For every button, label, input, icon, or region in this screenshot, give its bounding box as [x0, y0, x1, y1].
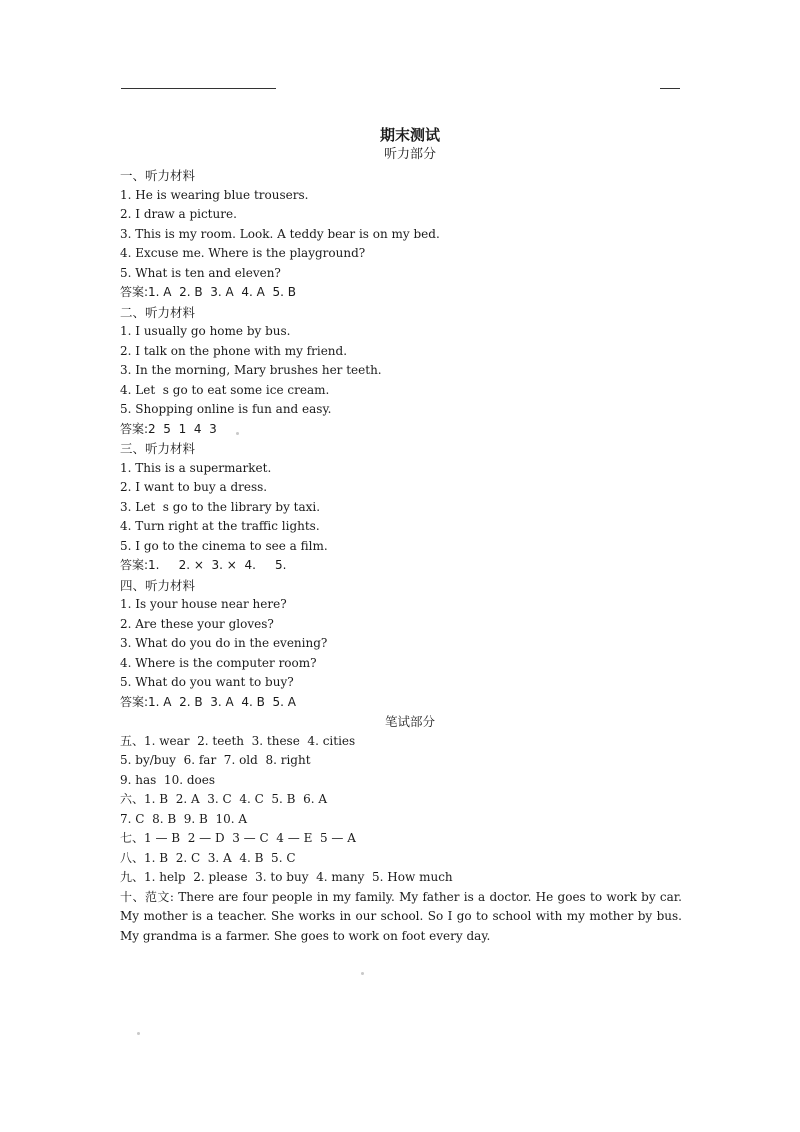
answer-line: 答案:1. 2. × 3. × 4. 5.	[120, 558, 287, 572]
written-answer-line: 八、1. B 2. C 3. A 4. B 5. C	[120, 850, 296, 865]
listening-part-heading: 听力部分	[383, 147, 436, 162]
answer-sheet	[120, 124, 690, 946]
listening-line: 4. Turn right at the traffic lights.	[120, 519, 320, 533]
scan-speck	[361, 972, 364, 975]
sample-essay: 十、范文: There are four people in my family. My father is a doctor. He goes to work by car. My mother is a teacher. She works in our school. So I go to school with my mother by bus. My grandma is a farmer. She goes to work on foot every day.	[120, 889, 682, 943]
section-heading: 四、听力材料	[120, 577, 196, 593]
section-heading: 二、听力材料	[120, 304, 196, 320]
listening-line: 4. Excuse me. Where is the playground?	[120, 246, 366, 260]
listening-line: 5. I go to the cinema to see a film.	[120, 538, 328, 553]
page-title: 期末测试	[379, 126, 440, 144]
listening-line: 2. Are these your gloves?	[120, 616, 274, 631]
section-heading: 一、听力材料	[120, 168, 196, 183]
listening-line: 5. What is ten and eleven?	[120, 265, 281, 280]
answer-line: 答案:2 5 1 4 3	[120, 421, 217, 436]
listening-line: 1. I usually go home by bus.	[120, 324, 291, 338]
listening-line: 3. This is my room. Look. A teddy bear is on my bed.	[120, 226, 440, 241]
written-part-heading: 笔试部分	[384, 714, 435, 729]
listening-line: 1. He is wearing blue trousers.	[120, 187, 309, 202]
listening-line: 4. Let s go to eat some ice cream.	[120, 382, 330, 397]
listening-line: 1. Is your house near here?	[120, 597, 287, 611]
listening-line: 3. Let s go to the library by taxi.	[120, 499, 321, 514]
scan-speck	[236, 432, 239, 435]
listening-line: 3. In the morning, Mary brushes her teeth.	[120, 363, 382, 377]
answer-line: 答案:1. A 2. B 3. A 4. A 5. B	[120, 285, 296, 299]
written-answer-line: 七、1 — B 2 — D 3 — C 4 — E 5 — A	[120, 831, 356, 845]
scan-speck	[137, 1032, 140, 1035]
listening-line: 3. What do you do in the evening?	[120, 636, 328, 650]
written-answer-line: 5. by/buy 6. far 7. old 8. right	[120, 753, 311, 767]
header-rule-left	[121, 88, 276, 89]
listening-line: 1. This is a supermarket.	[120, 460, 272, 475]
listening-line: 5. What do you want to buy?	[120, 675, 294, 689]
listening-line: 2. I talk on the phone with my friend.	[120, 343, 348, 358]
answer-line: 答案:1. A 2. B 3. A 4. B 5. A	[120, 694, 296, 709]
listening-line: 5. Shopping online is fun and easy.	[120, 402, 332, 416]
section-heading: 三、听力材料	[120, 441, 196, 456]
written-answer-line: 7. C 8. B 9. B 10. A	[120, 811, 248, 826]
written-answer-line: 9. has 10. does	[120, 772, 215, 787]
written-answer-line: 六、1. B 2. A 3. C 4. C 5. B 6. A	[120, 792, 328, 806]
listening-line: 4. Where is the computer room?	[120, 655, 317, 670]
written-answer-line: 九、1. help 2. please 3. to buy 4. many 5. How much	[120, 870, 453, 884]
written-answer-line: 五、1. wear 2. teeth 3. these 4. cities	[120, 733, 356, 748]
listening-line: 2. I draw a picture.	[120, 207, 237, 221]
listening-line: 2. I want to buy a dress.	[120, 480, 268, 494]
header-rule-right	[660, 88, 680, 89]
